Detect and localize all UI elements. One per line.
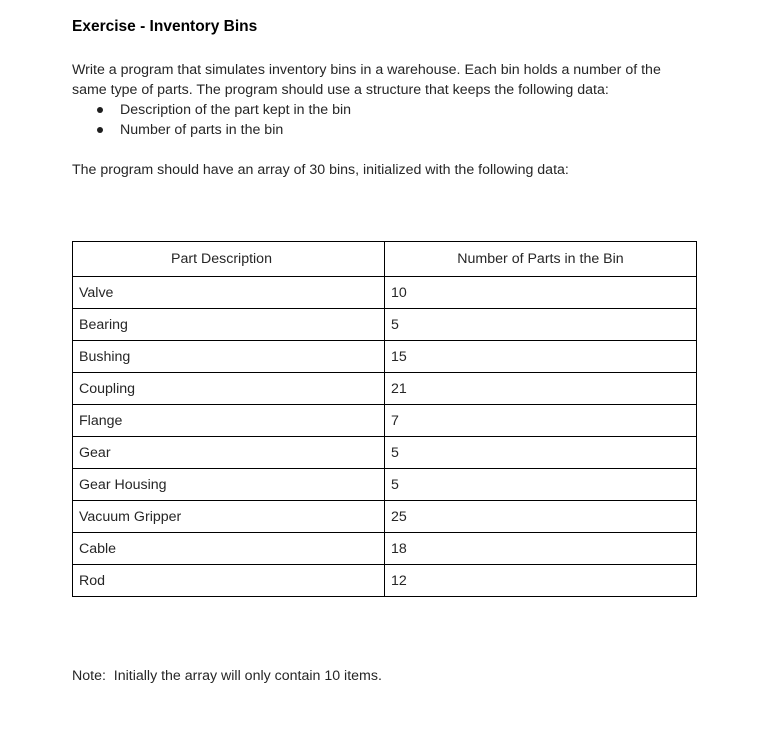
inventory-table: [72, 241, 697, 597]
bullet-icon: [97, 127, 103, 133]
table-row: [73, 405, 697, 437]
table-row: [73, 501, 697, 533]
table-row: [73, 373, 697, 405]
table-row: [73, 469, 697, 501]
count-cell: 5: [385, 309, 697, 341]
part-cell: Gear Housing: [73, 469, 385, 501]
part-cell: Valve: [73, 277, 385, 309]
data-fields-list: [72, 100, 351, 140]
count-cell: 5: [385, 437, 697, 469]
count-cell: 10: [385, 277, 697, 309]
table-row: [73, 533, 697, 565]
count-cell: 7: [385, 405, 697, 437]
part-cell: Rod: [73, 565, 385, 597]
note-text: Note: Initially the array will only contain 10 items.: [72, 668, 382, 684]
part-cell: Cable: [73, 533, 385, 565]
list-item: [72, 100, 351, 120]
part-cell: Vacuum Gripper: [73, 501, 385, 533]
part-cell: Gear: [73, 437, 385, 469]
table-row: [73, 437, 697, 469]
table-row: [73, 277, 697, 309]
count-cell: 21: [385, 373, 697, 405]
table-row: [73, 565, 697, 597]
count-cell: 15: [385, 341, 697, 373]
part-cell: Bushing: [73, 341, 385, 373]
count-cell: 5: [385, 469, 697, 501]
array-description: The program should have an array of 30 bins, initialized with the following data:: [72, 162, 569, 178]
table-header-row: [73, 242, 697, 277]
count-cell: 25: [385, 501, 697, 533]
list-item-text: Number of parts in the bin: [120, 122, 284, 138]
list-item: [72, 120, 351, 140]
bullet-icon: [97, 107, 103, 113]
table-row: [73, 309, 697, 341]
table-row: [73, 341, 697, 373]
header-part-description: Part Description: [73, 242, 385, 277]
part-cell: Bearing: [73, 309, 385, 341]
count-cell: 18: [385, 533, 697, 565]
document-title: Exercise - Inventory Bins: [72, 18, 258, 35]
part-cell: Coupling: [73, 373, 385, 405]
part-cell: Flange: [73, 405, 385, 437]
intro-paragraph: Write a program that simulates inventory bins in a warehouse. Each bin holds a number of the same type of parts. The program should use a structure that keeps the following data:: [72, 62, 661, 98]
count-cell: 12: [385, 565, 697, 597]
header-number-of-parts: Number of Parts in the Bin: [385, 242, 697, 277]
list-item-text: Description of the part kept in the bin: [120, 102, 352, 118]
